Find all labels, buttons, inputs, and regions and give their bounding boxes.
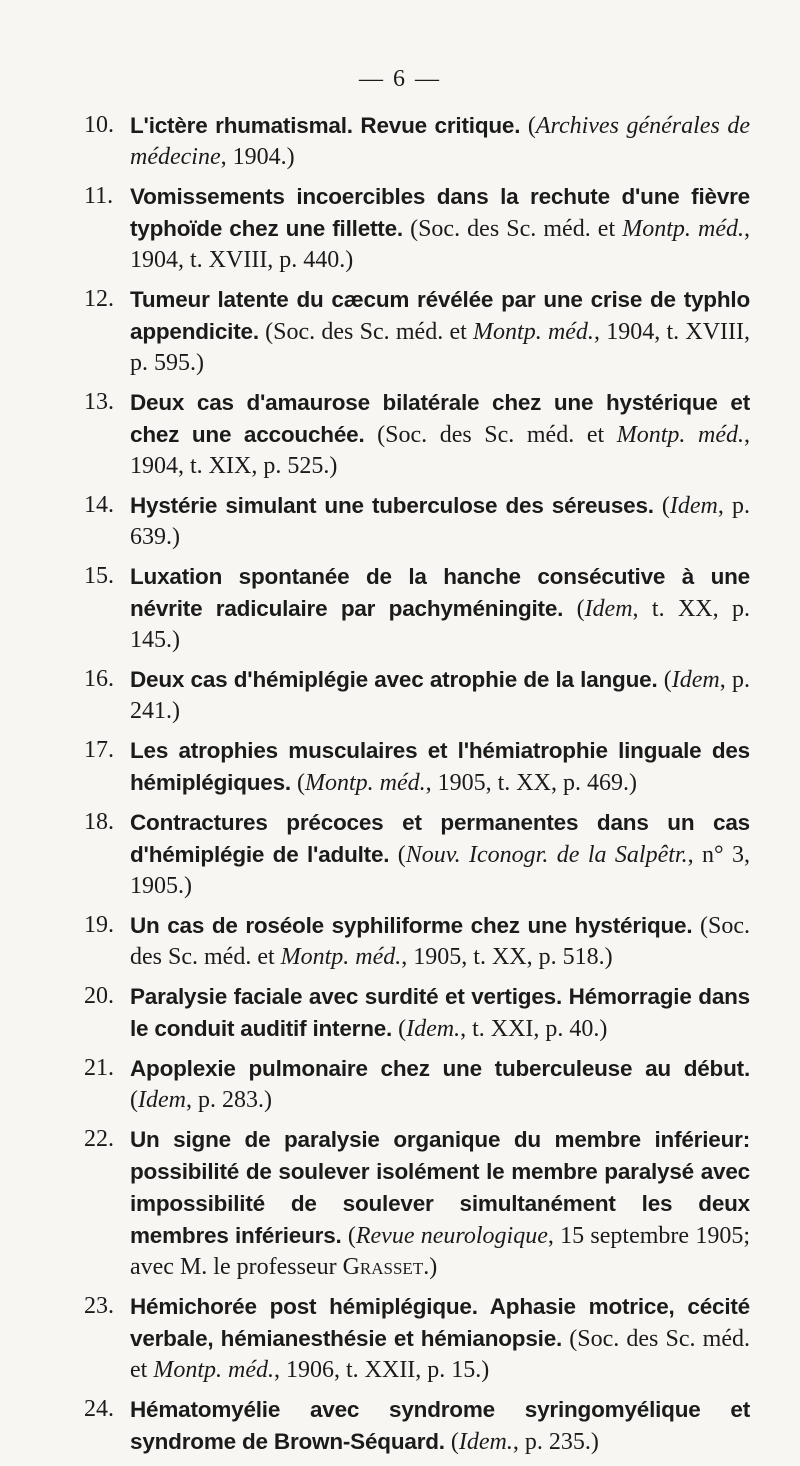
entry-title: Hémichorée post hémiplégique. Aphasie motrice, cécité verbale, hémianesthésie et hémianopsie. [130,1294,750,1351]
entry-text: Les atrophies musculaires et l'hémiatrophie linguale des hémiplégiques. (Montp. méd., 1905, t. XX, p. 469.) [130,738,750,796]
entry-number: 21. [84,1055,114,1081]
entry-title: Hystérie simulant une tuberculose des séreuses. [130,493,654,518]
entry-number: 11. [84,183,114,209]
entry-number: 22. [84,1126,114,1152]
entry-text: Vomissements incoercibles dans la rechute d'une fièvre typhoïde chez une fillette. (Soc. des Sc. méd. et Montp. méd., 1904, t. XVIII, p. 440.) [130,184,751,273]
author-name: Grasset [342,1254,424,1280]
list-item [84,1053,750,1116]
entry-journal: Idem [584,596,633,622]
entry-journal: Idem. [458,1429,513,1455]
entry-number: 14. [84,492,114,518]
entry-journal: Idem. [406,1016,461,1042]
list-item [84,181,750,276]
entry-number: 17. [84,737,114,763]
entry-number: 18. [84,809,114,835]
entry-number: 20. [84,983,114,1009]
page-number: — 6 — [359,66,441,92]
entry-text: Luxation spontanée de la hanche consécutive à une névrite radiculaire par pachyméningite. (Idem, t. XX, p. 145.) [130,564,750,653]
list-item [84,490,750,553]
entry-number: 24. [84,1396,114,1422]
entry-number: 13. [84,389,114,415]
entry-text: Un signe de paralysie organique du membre inférieur: possibilité de soulever isolément le membre paralysé avec impossibilité de soulever simultanément les deux membres inférieurs. (Revue neurologique, 15 septembre 1905; avec M. le professeur Grasset.) [130,1127,750,1280]
entry-title: Les atrophies musculaires et l'hémiatrophie linguale des hémiplégiques. [130,738,750,795]
list-item [84,735,750,799]
list-item [84,1394,750,1458]
entry-text: Hémichorée post hémiplégique. Aphasie motrice, cécité verbale, hémianesthésie et hémianopsie. (Soc. des Sc. méd. et Montp. méd., 1906, t. XXII, p. 15.) [130,1294,750,1383]
entry-title: Deux cas d'amaurose bilatérale chez une hystérique et chez une accouchée. [130,390,750,447]
entry-title: Apoplexie pulmonaire chez une tuberculeuse au début. [130,1056,750,1081]
entry-number: 23. [84,1293,114,1319]
entry-title: Vomissements incoercibles dans la rechute d'une fièvre typhoïde chez une fillette. [130,184,750,241]
entry-text: L'ictère rhumatismal. Revue critique. (Archives générales de médecine, 1904.) [130,113,750,170]
entry-number: 12. [84,286,114,312]
entry-journal: Montp. méd. [280,944,402,970]
list-item [84,387,750,482]
entry-title: L'ictère rhumatismal. Revue critique. [130,113,521,138]
entry-text: Hématomyélie avec syndrome syringomyélique et syndrome de Brown-Séquard. (Idem., p. 235.) [130,1397,750,1455]
entry-number: 16. [84,666,114,692]
entry-journal: Idem [138,1087,186,1113]
entry-number: 15. [84,563,114,589]
entry-text: Apoplexie pulmonaire chez une tuberculeuse au début. (Idem, p. 283.) [130,1056,750,1113]
entry-journal: Archives générales de médecine [130,113,750,170]
entry-journal: Montp. méd. [622,216,745,242]
entry-title: Luxation spontanée de la hanche consécutive à une névrite radiculaire par pachyméningite. [130,564,750,621]
entry-text: Paralysie faciale avec surdité et vertiges. Hémorragie dans le conduit auditif interne. (Idem., t. XXI, p. 40.) [130,984,750,1042]
entry-journal: Idem [669,493,718,519]
list-item [84,1124,750,1283]
entry-journal: Montp. méd. [473,319,594,345]
list-item [84,561,750,656]
list-item [84,981,750,1045]
entry-number: 19. [84,912,114,938]
entry-title: Un cas de roséole syphiliforme chez une hystérique. [130,913,693,938]
entry-journal: Idem [671,667,720,693]
list-item [84,1291,750,1386]
entry-journal: Montp. méd. [153,1357,274,1383]
entry-text: Hystérie simulant une tuberculose des séreuses. (Idem, p. 639.) [130,493,750,550]
entry-title: Un signe de paralysie organique du membre inférieur: possibilité de soulever isolément le membre paralysé avec impossibilité de soulever simultanément les deux membres inférieurs. [130,1127,750,1248]
list-item [84,664,750,727]
entry-title: Paralysie faciale avec surdité et vertiges. Hémorragie dans le conduit auditif interne. [130,984,750,1041]
entry-journal: Nouv. Iconogr. de la Salpêtr. [405,842,688,868]
entry-title: Hématomyélie avec syndrome syringomyélique et syndrome de Brown-Séquard. [130,1397,750,1454]
entry-journal: Montp. méd. [616,422,744,448]
entry-text: Contractures précoces et permanentes dans un cas d'hémiplégie de l'adulte. (Nouv. Iconogr. de la Salpêtr., n° 3, 1905.) [130,810,750,899]
list-item [84,807,750,902]
entry-journal: Montp. méd. [304,770,426,796]
list-item [84,284,750,379]
publication-list [84,110,750,1466]
entry-journal: Revue neurologique [355,1223,548,1249]
entry-title: Deux cas d'hémiplégie avec atrophie de la langue. [130,667,658,692]
entry-text: Un cas de roséole syphiliforme chez une hystérique. (Soc. des Sc. méd. et Montp. méd., 1905, t. XX, p. 518.) [130,913,750,970]
entry-title: Tumeur latente du cæcum révélée par une crise de typhlo appendicite. [130,287,750,344]
entry-text: Tumeur latente du cæcum révélée par une crise de typhlo appendicite. (Soc. des Sc. méd. et Montp. méd., 1904, t. XVIII, p. 595.) [130,287,751,376]
list-item [84,910,750,973]
entry-text: Deux cas d'amaurose bilatérale chez une hystérique et chez une accouchée. (Soc. des Sc. méd. et Montp. méd., 1904, t. XIX, p. 525.) [130,390,750,479]
entry-number: 10. [84,112,114,138]
entry-text: Deux cas d'hémiplégie avec atrophie de la langue. (Idem, p. 241.) [130,667,751,724]
entry-title: Contractures précoces et permanentes dans un cas d'hémiplégie de l'adulte. [130,810,750,867]
list-item [84,110,750,173]
